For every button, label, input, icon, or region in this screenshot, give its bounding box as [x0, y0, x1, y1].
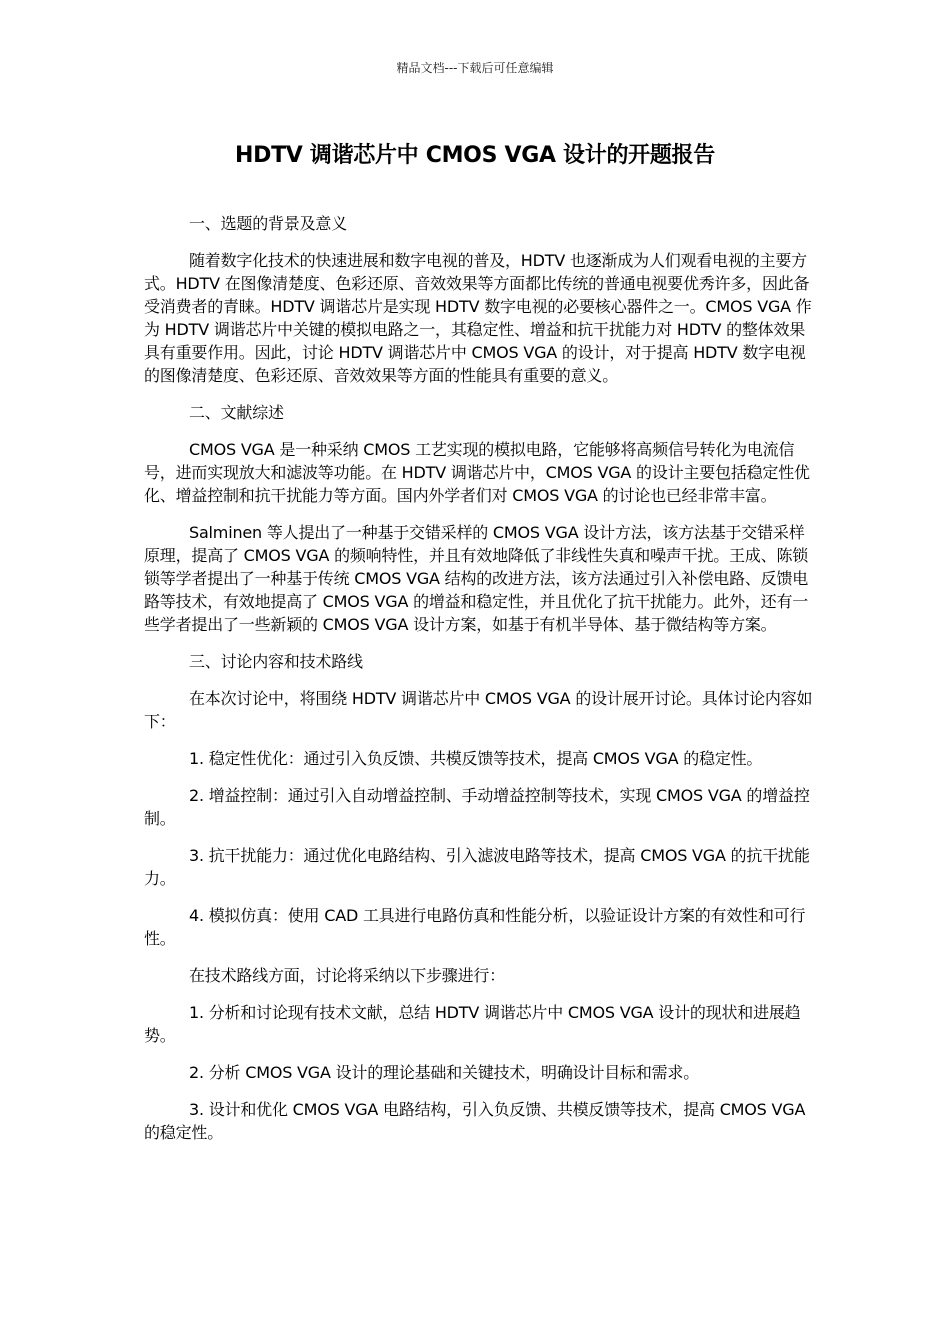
section-heading-research: 三、讨论内容和技术路线	[189, 652, 363, 671]
paragraph-route-intro: 在技术路线方面，讨论将采纳以下步骤进行：	[189, 966, 506, 985]
list-item: 2. 分析 CMOS VGA 设计的理论基础和关键技术，明确设计目标和需求。	[189, 1063, 700, 1082]
document-body	[144, 212, 816, 1158]
document-title: HDTV 调谐芯片中 CMOS VGA 设计的开题报告	[235, 143, 715, 168]
list-item: 2. 增益控制：通过引入自动增益控制、手动增益控制等技术，实现 CMOS VGA 的增益控制。	[144, 786, 810, 828]
list-item: 1. 稳定性优化：通过引入负反馈、共模反馈等技术，提高 CMOS VGA 的稳定性。	[189, 749, 763, 768]
list-item: 4. 模拟仿真：使用 CAD 工具进行电路仿真和性能分析，以验证设计方案的有效性和可行性。	[144, 906, 806, 948]
paragraph-research-intro: 在本次讨论中，将围绕 HDTV 调谐芯片中 CMOS VGA 的设计展开讨论。具体讨论内容如下：	[144, 689, 813, 731]
page-header: 精品文档---下载后可任意编辑	[396, 61, 554, 75]
list-item: 3. 抗干扰能力：通过优化电路结构、引入滤波电路等技术，提高 CMOS VGA 的抗干扰能力。	[144, 846, 810, 888]
paragraph-background: 随着数字化技术的快速进展和数字电视的普及，HDTV 也逐渐成为人们观看电视的主要方式。HDTV 在图像清楚度、色彩还原、音效效果等方面都比传统的普通电视要优秀许多，因此备受消费者的青睐。HDTV 调谐芯片是实现 HDTV 数字电视的必要核心器件之一。CMOS VGA 作为 HDTV 调谐芯片中关键的模拟电路之一，其稳定性、增益和抗干扰能力对 HDTV 的整体效果具有重要作用。因此，讨论 HDTV 调谐芯片中 CMOS VGA 的设计，对于提高 HDTV 数字电视的图像清楚度、色彩还原、音效效果等方面的性能具有重要的意义。	[144, 251, 812, 385]
paragraph-literature-1: CMOS VGA 是一种采纳 CMOS 工艺实现的模拟电路，它能够将高频信号转化为电流信号，进而实现放大和滤波等功能。在 HDTV 调谐芯片中，CMOS VGA 的设计主要包括稳定性优化、增益控制和抗干扰能力等方面。国内外学者们对 CMOS VGA 的讨论也已经非常丰富。	[144, 440, 810, 505]
list-item: 3. 设计和优化 CMOS VGA 电路结构，引入负反馈、共模反馈等技术，提高 CMOS VGA 的稳定性。	[144, 1100, 806, 1142]
paragraph-literature-2: Salminen 等人提出了一种基于交错采样的 CMOS VGA 设计方法，该方法基于交错采样原理，提高了 CMOS VGA 的频响特性，并且有效地降低了非线性失真和噪声干扰。王成、陈锁锁等学者提出了一种基于传统 CMOS VGA 结构的改进方法，该方法通过引入补偿电路、反馈电路等技术，有效地提高了 CMOS VGA 的增益和稳定性，并且优化了抗干扰能力。此外，还有一些学者提出了一些新颖的 CMOS VGA 设计方案，如基于有机半导体、基于微结构等方案。	[144, 523, 809, 634]
section-heading-background: 一、选题的背景及意义	[189, 214, 348, 233]
list-item: 1. 分析和讨论现有技术文献，总结 HDTV 调谐芯片中 CMOS VGA 设计的现状和进展趋势。	[144, 1003, 801, 1045]
section-heading-literature: 二、文献综述	[189, 403, 284, 422]
